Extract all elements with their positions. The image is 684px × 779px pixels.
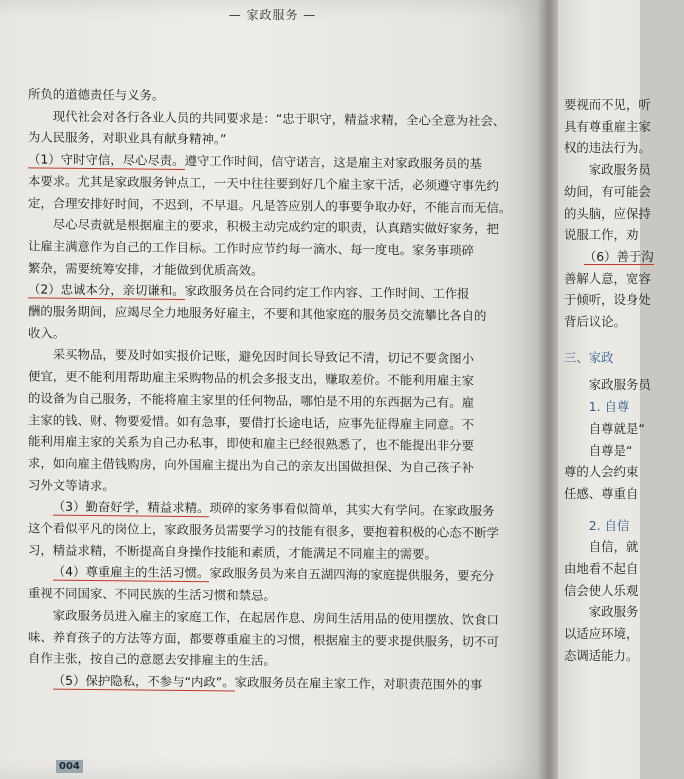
- text-line: 为人民服务，对职业具有献身精神。”: [28, 129, 227, 147]
- text-line: 背后议论。: [564, 314, 626, 330]
- text-line: 家政服务员进入雇主的家庭工作，在起居作息、房间生活用品的使用摆放、饮食口: [52, 607, 499, 628]
- text-line: 定，合理安排好时间，不迟到，不早退。凡是答应别人的事要争取办好，不能言而无信。: [28, 194, 512, 215]
- text-line: 让雇主满意作为自己的工作目标。工作时应节约每一滴水、每一度电。家务事琐碎: [28, 238, 475, 258]
- text-line: 所负的道德责任与义务。: [28, 86, 165, 103]
- text-line: 这个看似平凡的岗位上，家政服务员需要学习的技能有很多，要抱着积极的心态不断学: [28, 520, 499, 541]
- text-line: 信会使人乐观: [564, 582, 639, 598]
- text-line: 权的违法行为。: [564, 140, 651, 156]
- text-line: 能利用雇主家的关系为自己办私事，即使和雇主已经很熟悉了，也不能提出非分要: [28, 433, 475, 454]
- text-line: 味、养育孩子的方法等方面，都要尊重雇主的习惯，根据雇主的要求提供服务，切不可: [28, 628, 499, 649]
- text-line: 家政服务员: [588, 377, 651, 393]
- text-line: （1）守时守信，尽心尽责。遵守工作时间，信守诺言，这是雇主对家政服务员的基: [28, 151, 482, 172]
- text-line: 具有尊重雇主家: [564, 118, 651, 134]
- text-line: 态调适能力。: [564, 647, 639, 663]
- running-head: — 家政服务 —: [228, 8, 317, 22]
- text-line: 于倾听，设身处: [564, 292, 651, 308]
- page-number: 004: [56, 760, 83, 773]
- text-line: 采买物品，要及时如实报价记账，避免因时间长导致记不清，切记不要贪图小: [52, 347, 475, 367]
- text-line: 现代社会对各行各业人员的共同要求是：“忠于职守，精益求精，全心全意为社会、: [52, 108, 506, 129]
- section-title: 三、家政: [564, 349, 614, 365]
- heading-6: （6）善于沟: [583, 248, 654, 264]
- text-line: （3）勤奋好学，精益求精。琐碎的家务事看似简单，其实大有学问。在家政服务: [52, 499, 495, 519]
- text-line: 家政服务: [588, 604, 639, 620]
- text-line: 自尊是“: [588, 442, 633, 458]
- right-page: [558, 0, 654, 779]
- text-line: 的设备为自己服务，不能将雇主家里的任何物品，哪怕是不用的东西据为己有。雇: [28, 390, 475, 410]
- heading-4: （4）尊重雇主的生活习惯。: [52, 564, 210, 581]
- text-line: （4）尊重雇主的生活习惯。家政服务员为来自五湖四海的家庭提供服务，要充分: [52, 564, 495, 584]
- heading-3: （3）勤奋好学，精益求精。: [52, 499, 210, 516]
- text-line: 自信，就: [588, 539, 639, 555]
- text-line: 以适应环境，: [564, 626, 639, 642]
- text-line: 自尊就是“: [588, 420, 645, 436]
- text-line: 自作主张，按自己的意愿去安排雇主的生活。: [28, 650, 276, 669]
- text-line: 尊的人会约束: [564, 464, 639, 480]
- heading-5: （5）保护隐私，不参与“内政”。: [52, 672, 235, 690]
- text-line: 要视而不见，听: [564, 97, 651, 112]
- text-line: 收入。: [28, 325, 66, 341]
- text-line: 本要求。尤其是家政服务钟点工，一天中往往要到好几个雇主家干活，必须遵守事先约: [28, 173, 499, 194]
- sub-title: 2. 自信: [588, 517, 630, 533]
- sub-title: 1. 自尊: [588, 399, 630, 415]
- book-gutter: [538, 0, 560, 779]
- text-line: 任感、尊重自: [564, 485, 639, 501]
- text-line: （5）保护隐私，不参与“内政”。家政服务员在雇主家工作，对职责范围外的事: [52, 672, 483, 693]
- text-line: 说服工作，劝: [564, 227, 639, 243]
- text-line: 幼间，有可能会: [564, 183, 651, 199]
- text-line: 家政服务员: [588, 162, 651, 178]
- text-line: 繁杂，需要统筹安排，才能做到优质高效。: [28, 260, 264, 278]
- text-line: 的头脑，应保持: [564, 205, 651, 221]
- text-line: （2）忠诚本分，亲切谦和。家政服务员在合同约定工作内容、工作时间、工作报: [28, 281, 470, 302]
- text-line: 重视不同国家、不同民族的生活习惯和禁忌。: [28, 585, 276, 604]
- text-line: 求，如向雇主借钱购房，向外国雇主提出为自己的亲友出国做担保、为自己孩子补: [28, 455, 475, 476]
- left-page-body: [28, 83, 528, 696]
- text-line: 主家的钱、财、物要爱惜。如有急事，要借打长途电话，应事先征得雇主同意。不: [28, 411, 475, 432]
- text-line: [584, 246, 684, 268]
- text-line: 酬的服务期间，应竭尽全力地服务好雇主，不要和其他家庭的服务员交流攀比各自的: [28, 303, 487, 324]
- text-line: 便宜，更不能利用帮助雇主采购物品的机会多报支出，赚取差价。不能利用雇主家: [28, 368, 475, 389]
- text-line: 习，精益求精，不断提高自身操作技能和素质，才能满足不同雇主的需要。: [28, 542, 437, 562]
- heading-1: （1）守时守信，尽心尽责。: [28, 151, 185, 169]
- text-line: 习外文等请求。: [28, 477, 115, 493]
- right-page-body: [564, 94, 684, 667]
- text-line: 善解人意，宽容: [564, 270, 651, 286]
- text-line: 由地看不起自: [564, 561, 639, 577]
- heading-2: （2）忠诚本分，亲切谦和。: [28, 281, 185, 299]
- text-line: 尽心尽责就是根据雇主的要求，积极主动完成约定的职责，认真踏实做好家务，把: [52, 216, 499, 237]
